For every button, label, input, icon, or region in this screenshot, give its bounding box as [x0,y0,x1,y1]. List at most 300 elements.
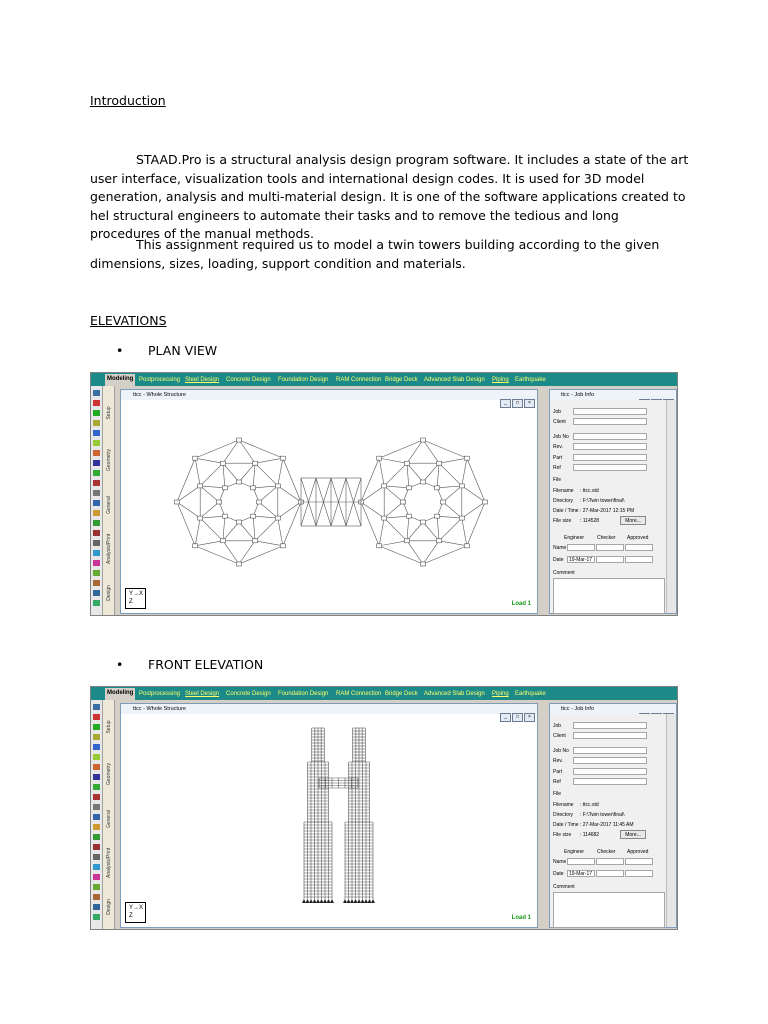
plate-tool-icon[interactable] [93,734,100,740]
radial-beam [379,518,384,546]
introduction-heading: Introduction [90,93,166,108]
job-info-window[interactable] [549,389,677,614]
report-tool-icon[interactable] [93,864,100,870]
job-info-form [550,400,668,613]
radial-beam [200,502,219,518]
rev-field[interactable] [573,757,647,764]
job-field[interactable] [573,722,647,729]
rev-label: Rev. [553,758,563,764]
radial-beam [253,516,255,541]
support-node [401,500,406,504]
support-node [404,539,409,543]
node-tool-icon[interactable] [93,714,100,720]
support-node [237,438,242,442]
support-node [464,544,469,548]
support-node [464,456,469,460]
radial-beam [423,463,439,482]
support-node [193,456,198,460]
radial-beam [259,502,278,518]
grid-tool-icon[interactable] [93,904,100,910]
support-node [441,500,446,504]
tab-modeling[interactable]: Modeling [105,688,135,700]
middle-ring-beam [200,463,223,486]
rev-field[interactable] [573,443,647,450]
support-node [382,484,387,488]
middle-ring-beam [439,463,462,486]
job-field[interactable] [573,408,647,415]
radial-beam [384,502,403,518]
filename-value: : ttcc.std [580,488,599,494]
design-tool-icon[interactable] [93,874,100,880]
radial-beam [384,486,403,502]
engineer-name-field[interactable] [567,544,595,551]
support-tool-icon[interactable] [93,490,100,496]
support-node [406,514,411,518]
radial-beam [439,458,467,463]
client-label: Client [553,419,566,425]
fixed-support [371,899,375,903]
support-node [222,486,227,490]
intro-paragraph-1: STAAD.Pro is a structural analysis design program software. It includes a state of the art user interface, visualization tools and international design codes. It is used for 3D model generation, analysis and multi-material design. It is one of the software applications created to hel structural engineers to automate their tasks and to remove the tedious and long procedures of the manual methods. [90,152,689,241]
tab-modeling[interactable]: Modeling [105,374,135,386]
elevations-heading: ELEVATIONS [90,313,167,328]
engineer-name-field[interactable] [567,858,595,865]
support-node [253,461,258,465]
comment-field[interactable] [553,892,665,928]
checker-name-field[interactable] [596,858,624,865]
support-node [437,461,442,465]
support-node [275,484,280,488]
middle-ring-beam [255,463,278,486]
fixed-support [368,899,372,903]
date-label: Date [553,557,564,563]
load-case-label: Load 1 [511,915,531,921]
side-tab-setup[interactable]: Setup [106,406,112,420]
radial-beam [200,486,225,488]
support-node [377,544,382,548]
radial-beam [253,486,278,488]
radial-beam [384,486,409,488]
engineer-date-value: 19-Mar-17 [569,557,593,563]
load-tool-icon[interactable] [93,480,100,486]
property-tool-icon[interactable] [93,814,100,820]
filename-value: : ttcc.std [580,802,599,808]
tab-bridge-deck[interactable]: Bridge Deck [385,377,418,383]
side-tab-design[interactable]: Design [106,585,112,601]
view-tool-icon[interactable] [93,460,100,466]
support-node [220,539,225,543]
fixed-support [316,899,320,903]
radial-beam [443,502,462,518]
radial-beam [223,516,225,541]
support-node [198,484,203,488]
tab-foundation-design[interactable]: Foundation Design [278,377,329,383]
tab-steel-design[interactable]: Steel Design [185,377,220,383]
material-tool-icon[interactable] [93,824,100,830]
support-node [404,461,409,465]
radial-beam [223,463,239,482]
front-elevation-label: FRONT ELEVATION [148,657,264,672]
result-tool-icon[interactable] [93,580,100,586]
part-field[interactable] [573,454,647,461]
tab-advanced-slab-design[interactable]: Advanced Slab Design [424,691,485,697]
print-tool-icon[interactable] [93,540,100,546]
support-node [275,516,280,520]
label-tool-icon[interactable] [93,784,100,790]
support-node [237,562,242,566]
maximize-icon[interactable]: □ [512,713,523,722]
tab-foundation-design[interactable]: Foundation Design [278,691,329,697]
tab-ram-connection[interactable]: RAM Connection [336,691,382,697]
middle-ring-beam [200,518,223,541]
axis-indicator: Y→X Z [125,588,146,609]
fixed-support [309,899,313,903]
radial-beam [255,458,283,463]
support-node [406,486,411,490]
radial-beam [443,486,462,502]
radial-beam [239,463,255,482]
job-info-form [550,714,668,927]
rev-label: Rev. [553,444,563,450]
select-tool-icon[interactable] [93,390,100,396]
filesize-value: : 114682 [580,832,600,838]
side-tab-general[interactable]: General [106,496,112,514]
radial-beam [253,463,255,488]
radial-beam [423,522,439,541]
client-field[interactable] [573,418,647,425]
fixed-support [361,899,365,903]
part-label: Part [553,769,563,775]
radial-beam [462,518,467,546]
fixed-support [354,899,358,903]
radial-beam [195,541,223,546]
support-node [435,514,440,518]
datetime-value: : 27-Mar-2017 12:15 PM [580,508,635,514]
label-tool-icon[interactable] [93,470,100,476]
load-tool-icon[interactable] [93,794,100,800]
part-label: Part [553,455,563,461]
support-node [251,514,256,518]
approved-date-field[interactable] [625,870,653,877]
middle-ring-beam [439,518,462,541]
middle-ring-beam [255,518,278,541]
job-no-label: Job No [553,748,569,754]
engineer-label: Engineer [564,849,585,855]
more-button[interactable]: More... [620,516,646,525]
more-button[interactable]: More... [620,830,646,839]
tab-earthquake[interactable]: Earthquake [515,691,546,697]
front-elevation-drawing[interactable] [121,714,537,927]
view-window-title: ttcc - Whole Structure [121,704,537,714]
client-label: Client [553,733,566,739]
report-tool-icon[interactable] [93,550,100,556]
support-node [220,461,225,465]
support-node [377,456,382,460]
fixed-support [327,899,331,903]
comment-field[interactable] [553,578,665,614]
directory-label: Directory [553,812,574,818]
fixed-support [302,899,306,903]
file-group-label: File [553,791,562,797]
ref-field[interactable] [573,464,647,471]
side-tab-analysis-print[interactable]: Analysis/Print [106,533,112,564]
side-tab-analysis-print[interactable]: Analysis/Print [106,847,112,878]
tab-concrete-design[interactable]: Concrete Design [226,377,271,383]
side-tab-geometry[interactable]: Geometry [106,763,112,785]
job-label: Job [553,409,562,415]
filename-label: Filename [553,488,574,494]
fixed-support [343,899,347,903]
analysis-tool-icon[interactable] [93,530,100,536]
checker-label: Checker [597,849,616,855]
job-no-field[interactable] [573,747,647,754]
filesize-label: File size [553,832,572,838]
name-label: Name [553,545,567,551]
approved-label: Approved [627,849,649,855]
client-field[interactable] [573,732,647,739]
radial-beam [407,522,423,541]
beam-tool-icon[interactable] [93,724,100,730]
radial-beam [195,458,200,486]
tab-ram-connection[interactable]: RAM Connection [336,377,382,383]
support-node [251,486,256,490]
close-icon[interactable]: × [524,399,535,408]
bullet-icon: • [116,657,124,672]
support-tool-icon[interactable] [93,804,100,810]
support-node [237,480,242,484]
tab-steel-design[interactable]: Steel Design [185,691,220,697]
structure-view-window[interactable] [120,703,538,928]
checker-date-field[interactable] [596,556,624,563]
datetime-label: Date / Time [553,508,579,514]
bullet-icon: • [116,343,124,358]
load-case-label: Load 1 [511,601,531,607]
filesize-label: File size [553,518,572,524]
radial-beam [195,518,200,546]
beam-tool-icon[interactable] [93,410,100,416]
approved-name-field[interactable] [625,544,653,551]
checker-name-field[interactable] [596,544,624,551]
node-tool-icon[interactable] [93,400,100,406]
middle-ring-beam [384,463,407,486]
datetime-value: : 27-Mar-2017 11:45 AM [580,822,634,828]
structure-view-window[interactable] [120,389,538,614]
radial-beam [259,486,278,502]
fixed-support [364,899,368,903]
plan-view-label: PLAN VIEW [148,343,218,358]
fixed-support [323,899,327,903]
middle-ring-beam [384,518,407,541]
minimize-icon[interactable]: _ [500,399,511,408]
support-node [421,438,426,442]
job-no-field[interactable] [573,433,647,440]
view-window-title: ttcc - Whole Structure [121,390,537,400]
tab-concrete-design[interactable]: Concrete Design [226,691,271,697]
property-tool-icon[interactable] [93,500,100,506]
support-node [198,516,203,520]
support-node [217,500,222,504]
rotate-tool-icon[interactable] [93,430,100,436]
engineer-date-value: 19-Mar-17 [569,871,593,877]
datetime-label: Date / Time [553,822,579,828]
support-node [459,484,464,488]
tab-advanced-slab-design[interactable]: Advanced Slab Design [424,377,485,383]
directory-value: : F:\Twin tower\final\ [580,498,625,504]
job-info-title: ttcc - Job Info [550,704,676,714]
result-tool-icon[interactable] [93,894,100,900]
radial-beam [195,458,223,463]
fixed-support [357,899,361,903]
name-label: Name [553,859,567,865]
radial-beam [407,463,423,482]
comment-label: Comment [553,570,575,576]
radial-beam [437,516,439,541]
support-node [435,486,440,490]
spec-tool-icon[interactable] [93,520,100,526]
fixed-support [306,899,310,903]
radial-beam [223,522,239,541]
job-no-label: Job No [553,434,569,440]
plan-view-screenshot [90,372,678,616]
radial-beam [253,516,278,518]
support-node [483,500,488,504]
pan-tool-icon[interactable] [93,764,100,770]
fixed-support [313,899,317,903]
ref-field[interactable] [573,778,647,785]
support-node [421,480,426,484]
tab-piping[interactable]: Piping [492,377,509,383]
spec-tool-icon[interactable] [93,834,100,840]
approved-label: Approved [627,535,649,541]
directory-label: Directory [553,498,574,504]
side-tab-general[interactable]: General [106,810,112,828]
ribbon-tab-bar [91,373,677,386]
fixed-support [320,899,324,903]
radial-beam [223,463,225,488]
pan-tool-icon[interactable] [93,450,100,456]
support-node [193,544,198,548]
view-tool-icon[interactable] [93,774,100,780]
radial-beam [200,516,225,518]
check-tool-icon[interactable] [93,570,100,576]
support-node [237,520,242,524]
radial-beam [200,486,219,502]
tab-piping[interactable]: Piping [492,691,509,697]
file-group-label: File [553,477,562,483]
analysis-tool-icon[interactable] [93,844,100,850]
settings-tool-icon[interactable] [93,914,100,920]
support-node [280,456,285,460]
print-tool-icon[interactable] [93,854,100,860]
plate-tool-icon[interactable] [93,420,100,426]
job-info-scrollbar[interactable] [666,714,676,927]
support-node [175,500,180,504]
checker-date-field[interactable] [596,870,624,877]
radial-beam [255,541,283,546]
support-node [421,562,426,566]
support-node [382,516,387,520]
radial-beam [407,463,409,488]
tab-earthquake[interactable]: Earthquake [515,377,546,383]
maximize-icon[interactable]: □ [512,399,523,408]
date-label: Date [553,871,564,877]
tab-postprocessing[interactable]: Postprocessing [139,377,181,383]
support-node [421,520,426,524]
radial-beam [462,458,467,486]
settings-tool-icon[interactable] [93,600,100,606]
zoom-tool-icon[interactable] [93,754,100,760]
axis-indicator: Y→X Z [125,902,146,923]
tool-palette [91,386,103,616]
side-tab-design[interactable]: Design [106,899,112,915]
tab-postprocessing[interactable]: Postprocessing [139,691,181,697]
close-icon[interactable]: × [524,713,535,722]
support-node [257,500,262,504]
tool-palette [91,700,103,930]
support-node [253,539,258,543]
ribbon-tab-bar [91,687,677,700]
part-field[interactable] [573,768,647,775]
radial-beam [437,486,462,488]
radial-beam [379,458,407,463]
directory-value: : F:\Twin tower\final\ [580,812,625,818]
side-tab-geometry[interactable]: Geometry [106,449,112,471]
filesize-value: : 114528 [580,518,600,524]
radial-beam [379,541,407,546]
plan-view-drawing[interactable] [121,400,537,613]
grid-tool-icon[interactable] [93,590,100,596]
approved-name-field[interactable] [625,858,653,865]
design-tool-icon[interactable] [93,560,100,566]
radial-beam [278,458,283,486]
radial-beam [437,516,462,518]
side-page-tabs [103,386,115,616]
side-tab-setup[interactable]: Setup [106,720,112,734]
radial-beam [278,518,283,546]
side-page-tabs [103,700,115,930]
zoom-tool-icon[interactable] [93,440,100,446]
material-tool-icon[interactable] [93,510,100,516]
front-elevation-screenshot [90,686,678,930]
engineer-label: Engineer [564,535,585,541]
approved-date-field[interactable] [625,556,653,563]
rotate-tool-icon[interactable] [93,744,100,750]
ref-label: Ref [553,779,561,785]
job-info-window[interactable] [549,703,677,928]
minimize-icon[interactable]: _ [500,713,511,722]
select-tool-icon[interactable] [93,704,100,710]
job-label: Job [553,723,562,729]
support-node [222,514,227,518]
job-info-scrollbar[interactable] [666,400,676,613]
radial-beam [439,541,467,546]
intro-paragraph-2: This assignment required us to model a twin towers building according to the given dimensions, sizes, loading, support condition and materials. [90,237,660,271]
fixed-support [347,899,351,903]
support-node [437,539,442,543]
filename-label: Filename [553,802,574,808]
tab-bridge-deck[interactable]: Bridge Deck [385,691,418,697]
radial-beam [407,516,409,541]
comment-label: Comment [553,884,575,890]
radial-beam [379,458,384,486]
job-info-title: ttcc - Job Info [550,390,676,400]
ref-label: Ref [553,465,561,471]
radial-beam [384,516,409,518]
fixed-support [330,899,334,903]
check-tool-icon[interactable] [93,884,100,890]
fixed-support [350,899,354,903]
checker-label: Checker [597,535,616,541]
